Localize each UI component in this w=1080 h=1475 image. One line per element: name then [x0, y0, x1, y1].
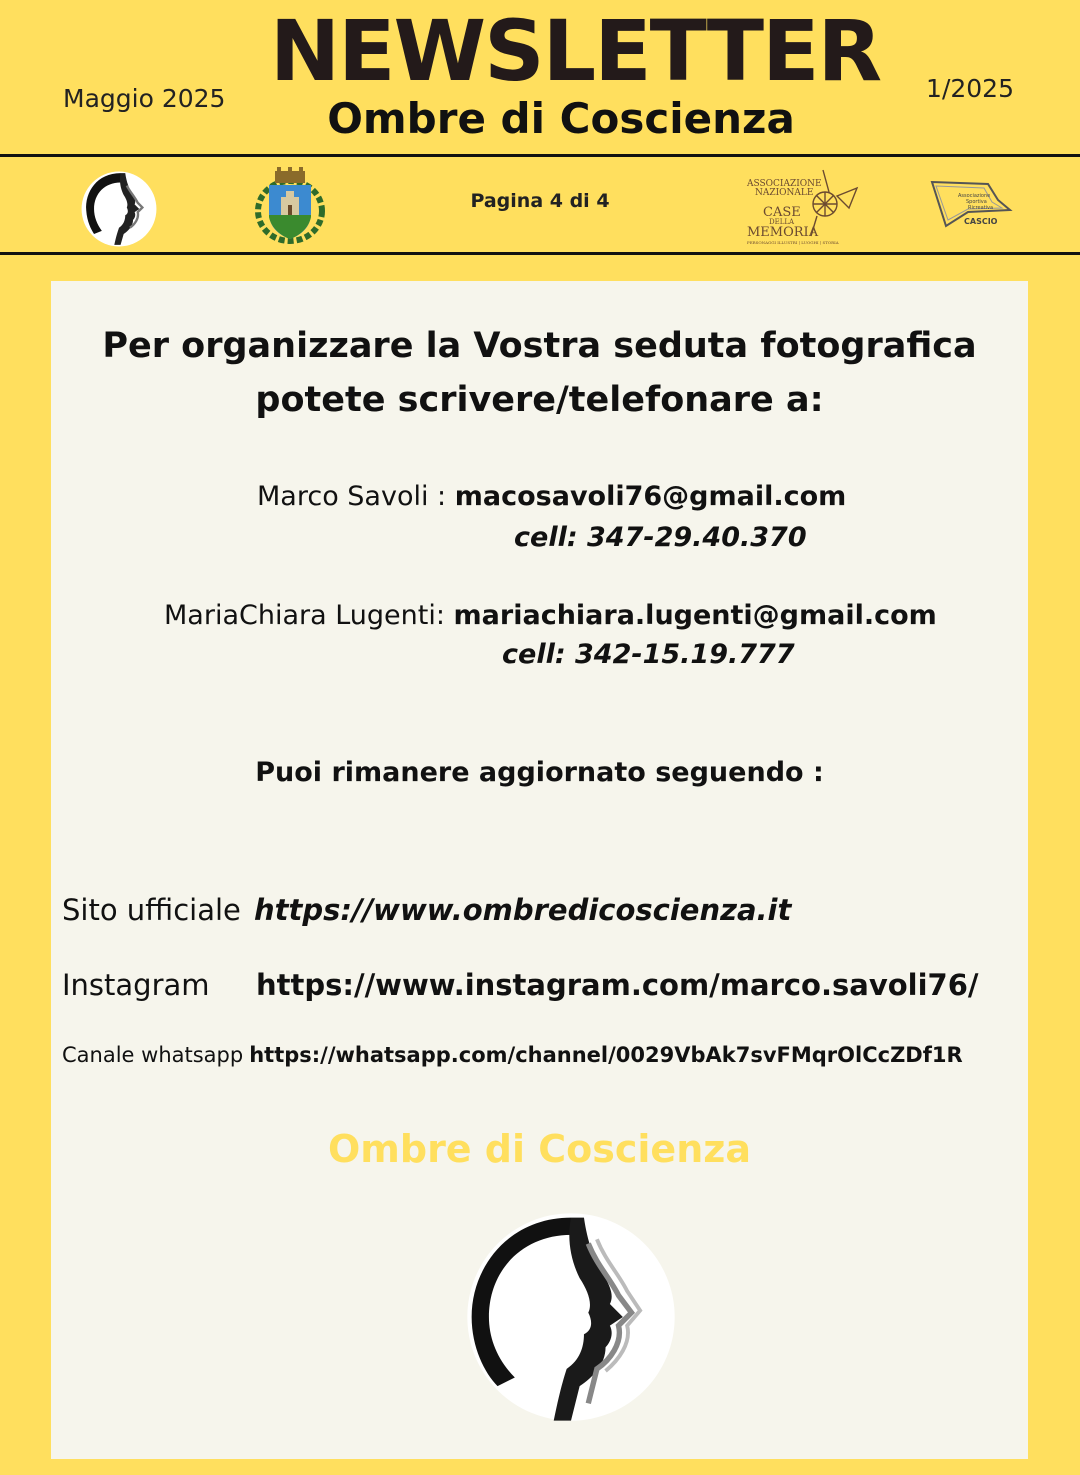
website-link[interactable]: https://www.ombredicoscienza.it	[254, 893, 792, 927]
intro-text	[51, 319, 1028, 427]
footer-title: Ombre di Coscienza	[327, 1127, 752, 1171]
link-label: Canale whatsapp	[62, 1043, 244, 1067]
svg-text:Ricreativa: Ricreativa	[968, 205, 994, 211]
issue-number: 1/2025	[926, 74, 1014, 103]
contact-mariachiara	[164, 600, 937, 631]
contact-email[interactable]: mariachiara.lugenti@gmail.com	[453, 600, 937, 631]
whatsapp-link[interactable]: https://whatsapp.com/channel/0029VbAk7svFMqrOlCcZDf1R	[249, 1043, 963, 1067]
issue-date: Maggio 2025	[63, 84, 226, 113]
svg-text:ASSOCIAZIONE: ASSOCIAZIONE	[747, 179, 822, 189]
band-divider	[0, 252, 1080, 255]
asr-cascio-logo-icon	[928, 178, 1014, 230]
newsletter-header	[0, 0, 1080, 156]
contact-name: MariaChiara Lugenti:	[164, 600, 454, 631]
page-indicator: Pagina 4 di 4	[470, 190, 610, 212]
svg-text:NAZIONALE: NAZIONALE	[755, 188, 814, 198]
link-label: Sito ufficiale	[62, 893, 241, 927]
contact-cell[interactable]: cell: 342-15.19.777	[502, 639, 795, 670]
newsletter-subtitle: Ombre di Coscienza	[327, 94, 795, 143]
contact-email[interactable]: macosavoli76@gmail.com	[454, 481, 847, 512]
svg-text:CASCIO: CASCIO	[964, 217, 998, 226]
contact-cell[interactable]: cell: 347-29.40.370	[514, 522, 807, 553]
svg-text:Sportiva: Sportiva	[966, 199, 987, 205]
intro-line-2: potete scrivere/telefonare a:	[255, 380, 824, 420]
svg-text:PERSONAGGI ILLUSTRI | LUOGHI |: PERSONAGGI ILLUSTRI | LUOGHI | STORIA	[747, 240, 839, 245]
svg-text:Associazione: Associazione	[958, 193, 991, 199]
ombre-di-coscienza-large-logo-icon	[463, 1209, 679, 1425]
content-card	[51, 281, 1028, 1459]
link-row-website	[62, 893, 791, 927]
svg-text:MEMORIA: MEMORIA	[747, 225, 819, 240]
ombre-di-coscienza-logo-icon	[80, 170, 158, 248]
newsletter-title: NEWSLETTER	[269, 2, 881, 100]
link-row-instagram	[62, 968, 978, 1002]
svg-text:DELLA: DELLA	[769, 218, 795, 226]
contact-name: Marco Savoli :	[257, 481, 455, 512]
link-label: Instagram	[62, 968, 210, 1002]
instagram-link[interactable]: https://www.instagram.com/marco.savoli76/	[256, 968, 979, 1002]
contact-marco	[257, 481, 846, 512]
municipal-crest-icon	[255, 167, 325, 245]
link-row-whatsapp	[62, 1043, 963, 1067]
case-della-memoria-logo-icon	[745, 166, 867, 246]
follow-heading: Puoi rimanere aggiornato seguendo :	[255, 757, 824, 788]
svg-text:CASE: CASE	[763, 205, 801, 220]
intro-line-1: Per organizzare la Vostra seduta fotografica	[102, 326, 977, 366]
